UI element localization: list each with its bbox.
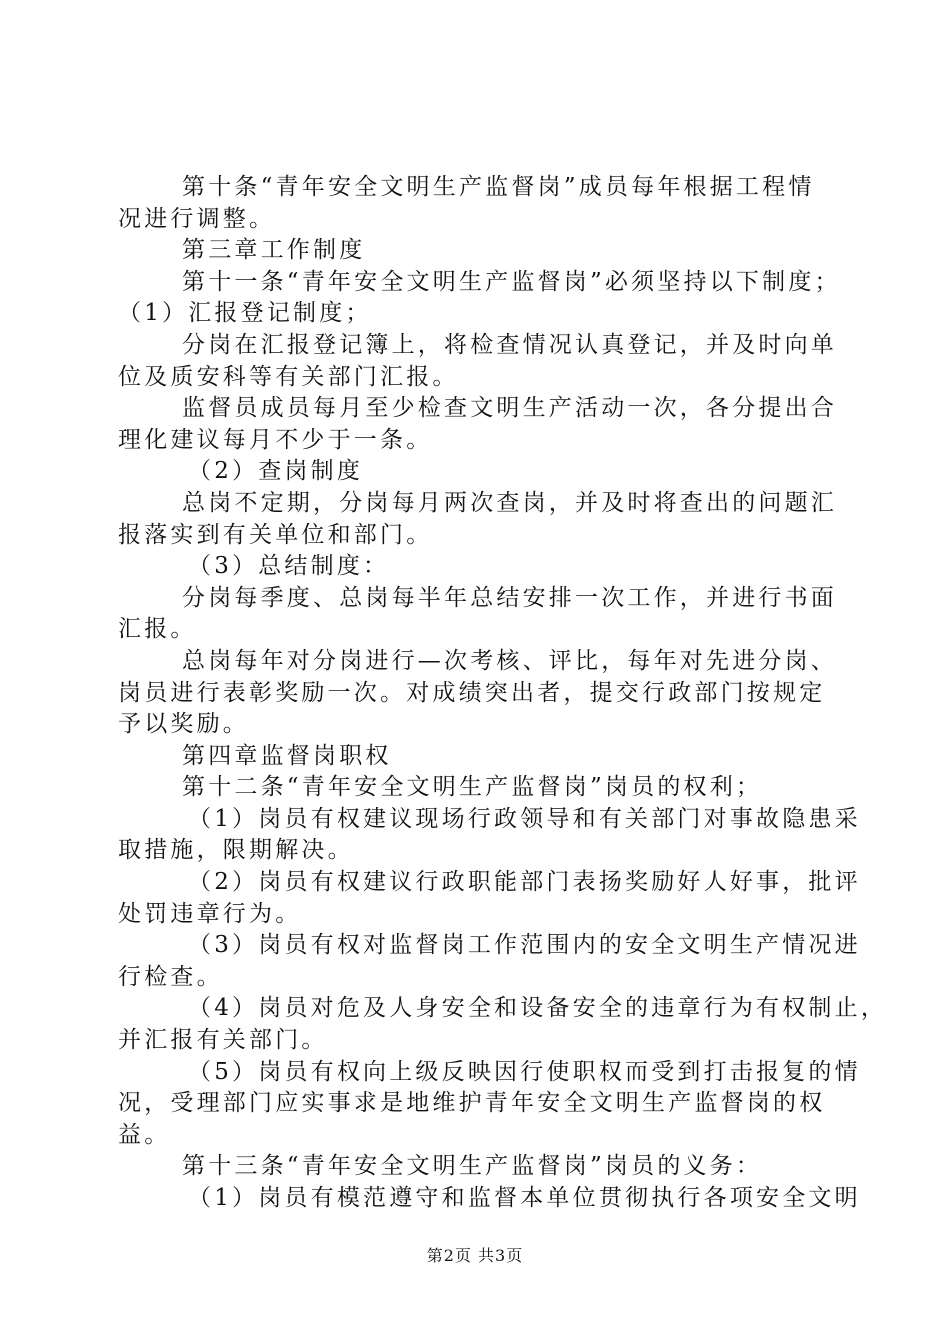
text-line: 分岗在汇报登记簿上，将检查情况认真登记，并及时向单 <box>182 331 837 358</box>
text-line: （1）岗员有权建议现场行政领导和有关部门对事故隐患采 <box>188 805 861 832</box>
text-line: 处罚违章行为。 <box>118 900 302 927</box>
text-line: 报落实到有关单位和部门。 <box>118 521 433 548</box>
text-line: （3）总结制度： <box>188 553 390 580</box>
text-line: 第十一条“青年安全文明生产监督岗”必须坚持以下制度； <box>182 268 841 295</box>
text-line: 况进行调整。 <box>118 205 276 232</box>
text-line: 益。 <box>118 1121 171 1148</box>
text-line: （5）岗员有权向上级反映因行使职权而受到打击报复的情 <box>188 1058 861 1085</box>
text-line: （2）岗员有权建议行政职能部门表扬奖励好人好事，批评 <box>188 869 861 896</box>
text-line: 理化建议每月不少于一条。 <box>118 426 433 453</box>
text-line: 第十二条“青年安全文明生产监督岗”岗员的权利； <box>182 774 763 801</box>
text-line: 第十条“青年安全文明生产监督岗”成员每年根据工程情 <box>182 174 815 200</box>
text-line: （1）汇报登记制度； <box>118 300 372 327</box>
text-line: 第四章监督岗职权 <box>182 742 392 769</box>
page-footer: 第2页 共3页 <box>426 1246 524 1265</box>
text-line: 总岗每年对分岗进行—次考核、评比，每年对先进分岗、 <box>182 647 837 674</box>
text-line: 汇报。 <box>118 616 197 643</box>
text-line: 况，受理部门应实事求是地维护青年安全文明生产监督岗的权 <box>118 1090 826 1117</box>
text-line: （2）查岗制度 <box>188 458 364 485</box>
text-line: 位及质安科等有关部门汇报。 <box>118 363 459 390</box>
text-line: （1）岗员有模范遵守和监督本单位贯彻执行各项安全文明 <box>188 1185 861 1211</box>
text-line: 并汇报有关部门。 <box>118 1027 328 1054</box>
document-body <box>118 172 888 1215</box>
text-line: 总岗不定期，分岗每月两次查岗，并及时将查出的问题汇 <box>182 489 837 516</box>
text-line: 予以奖励。 <box>118 711 249 738</box>
text-line: （4）岗员对危及人身安全和设备安全的违章行为有权制止， <box>188 995 888 1022</box>
text-line: 岗员进行表彰奖励一次。对成绩突出者，提交行政部门按规定 <box>118 679 826 706</box>
text-line: 行检查。 <box>118 963 223 990</box>
text-line: 监督员成员每月至少检查文明生产活动一次，各分提出合 <box>182 395 837 422</box>
text-line: （3）岗员有权对监督岗工作范围内的安全文明生产情况进 <box>188 932 861 959</box>
text-line: 第十三条“青年安全文明生产监督岗”岗员的义务： <box>182 1153 763 1180</box>
text-line: 取措施，限期解决。 <box>118 837 354 864</box>
text-line: 第三章工作制度 <box>182 237 366 264</box>
text-line: 分岗每季度、总岗每半年总结安排一次工作，并进行书面 <box>182 584 837 611</box>
